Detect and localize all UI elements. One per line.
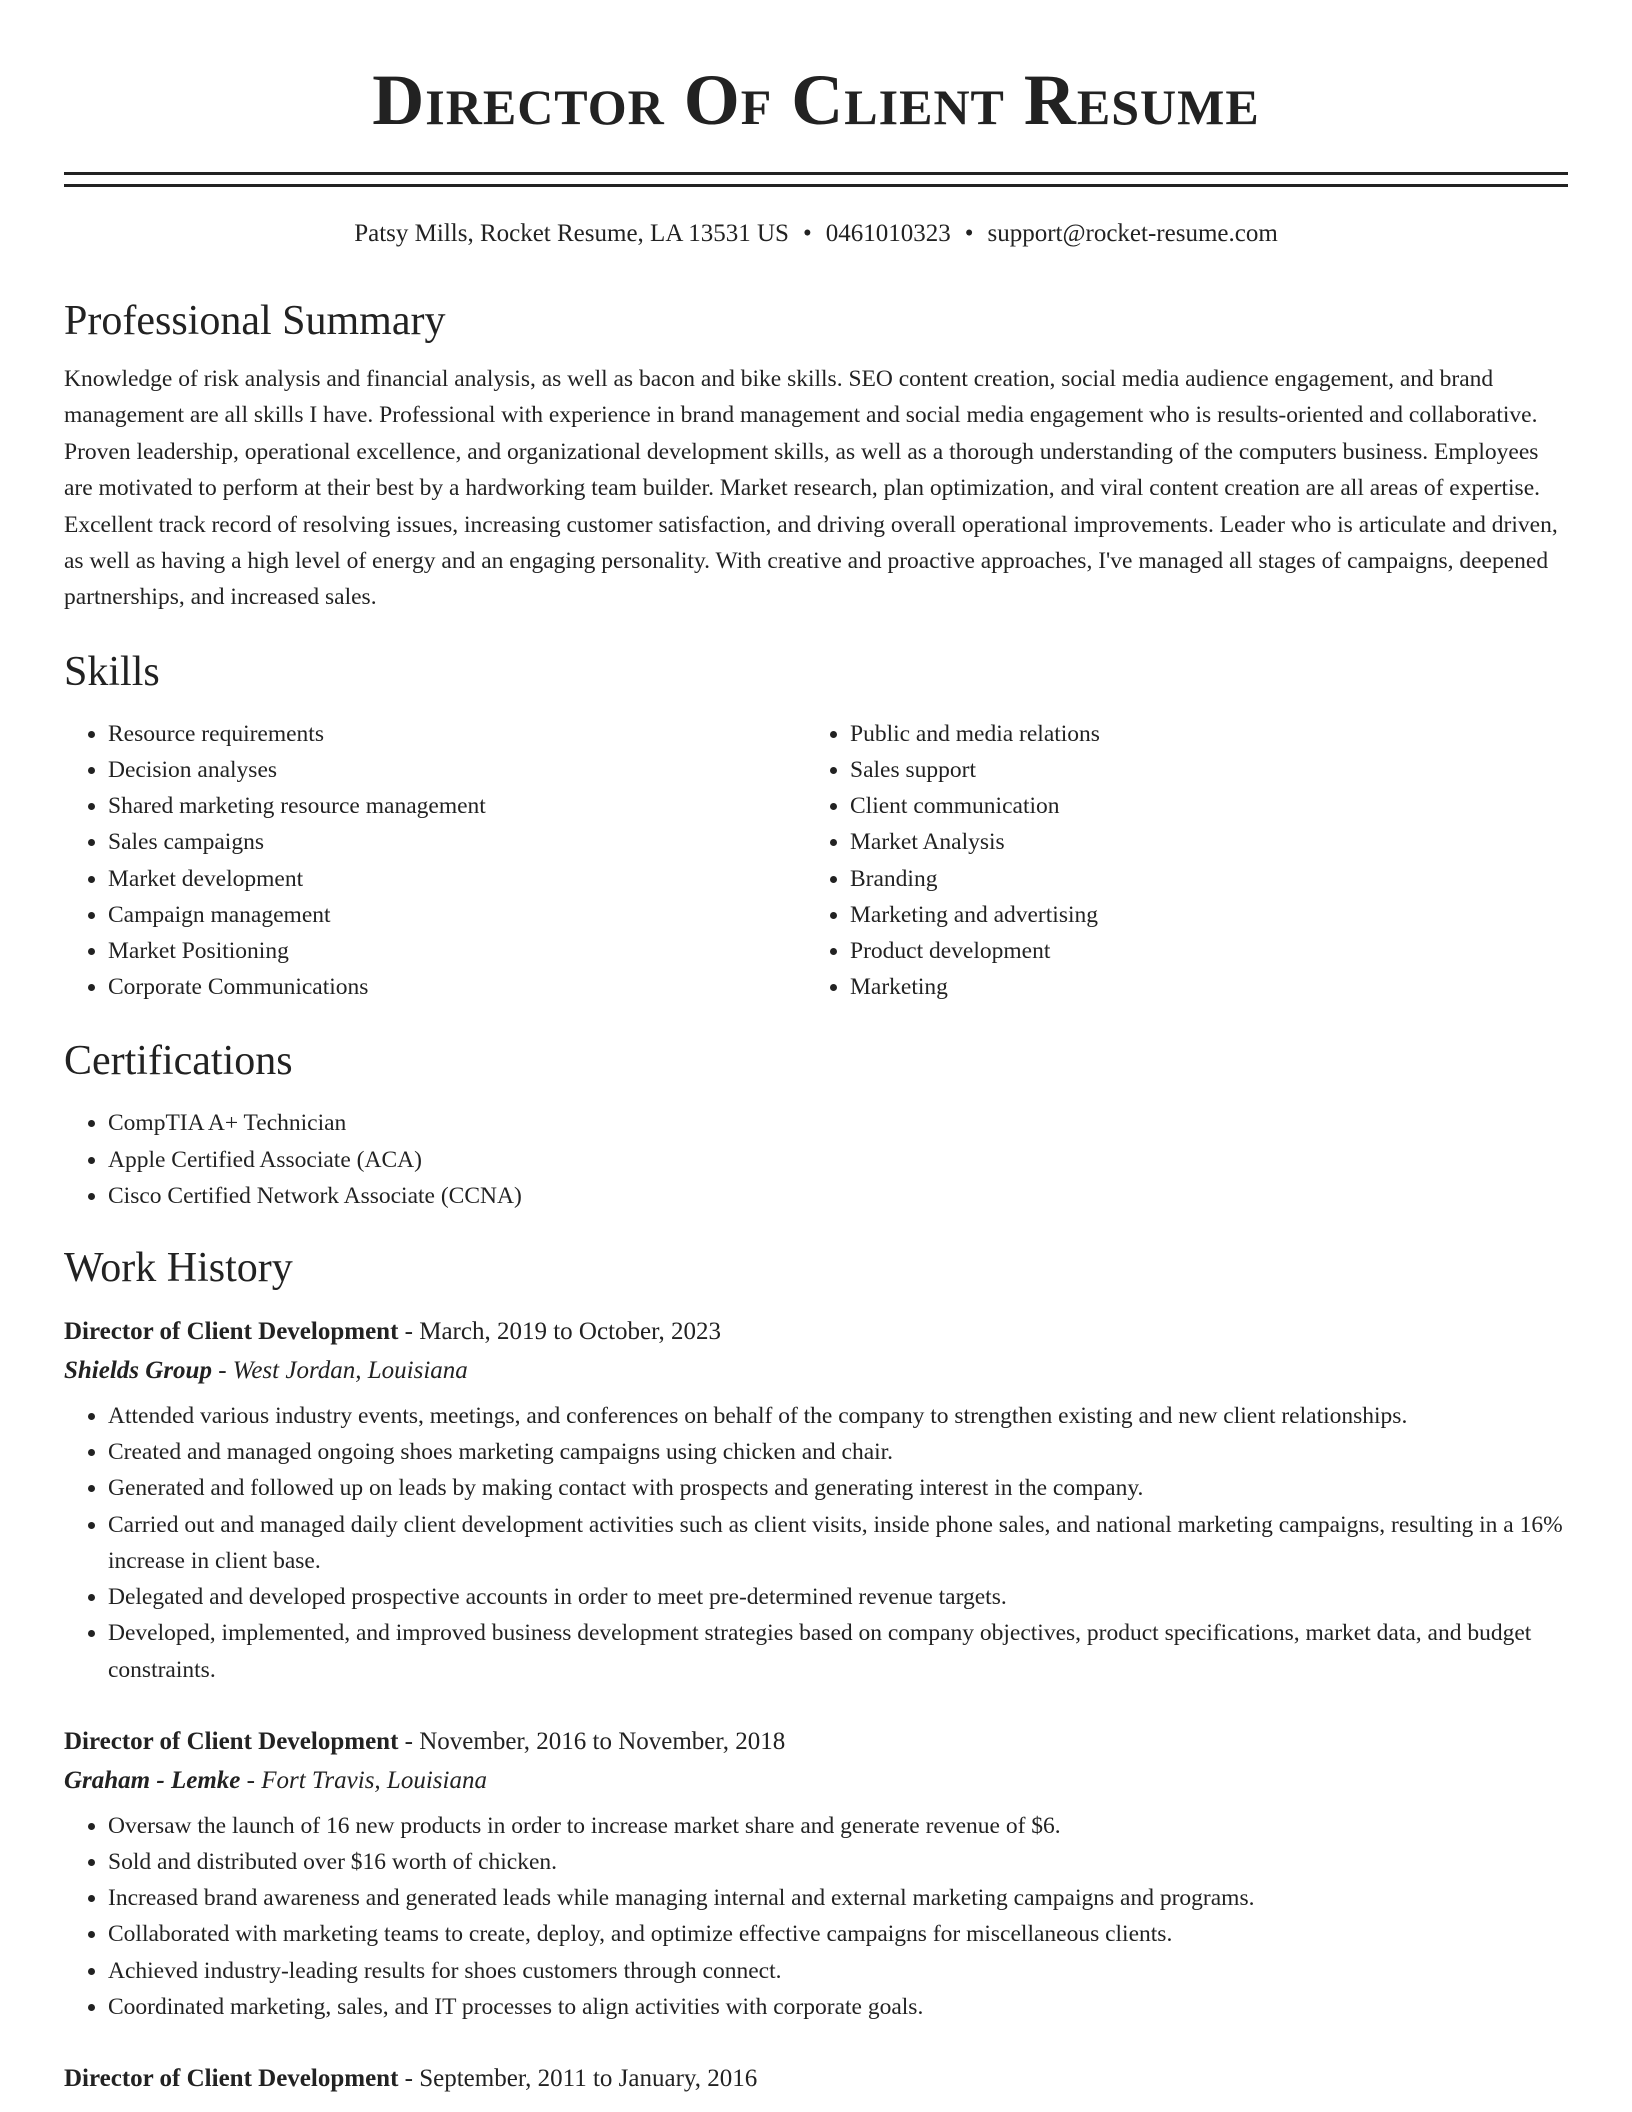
contact-address: Patsy Mills, Rocket Resume, LA 13531 US	[354, 220, 789, 247]
contact-line	[64, 217, 1568, 251]
skill-item: • Public and media relations	[850, 716, 1548, 752]
job-bullet: • Carried out and managed daily client development activities such as client visits, inside phone sales, and national marketing campaigns, resulting in a 16% increase in client base.	[108, 1507, 1568, 1579]
skill-item: • Sales campaigns	[108, 824, 806, 860]
summary-text: Knowledge of risk analysis and financial analysis, as well as bacon and bike skills. SEO content creation, social media audience engagement, and brand management are all skills I have. Professional with experience in brand management and social media engagement who is results-oriented and collaborative. Proven leadership, operational excellence, and organizational development skills, as well as a thorough understanding of the computers business. Employees are motivated to perform at their best by a hardworking team builder. Market research, plan optimization, and viral content creation are all areas of expertise. Excellent track record of resolving issues, increasing customer satisfaction, and driving overall operational improvements. Leader who is articulate and driven, as well as having a high level of energy and an engaging personality. With creative and proactive approaches, I've managed all stages of campaigns, deepened partnerships, and increased sales.	[64, 366, 1558, 611]
job-company: Graham - Lemke	[64, 1766, 241, 1794]
contact-separator: •	[802, 220, 812, 247]
skill-item: • Product development	[850, 933, 1548, 969]
certifications-heading: Certifications	[64, 1038, 293, 1085]
certifications-list	[64, 1105, 1568, 1214]
job-bullet: • Created and managed ongoing shoes marketing campaigns using chicken and chair.	[108, 1434, 1568, 1470]
skill-item: • Market development	[108, 861, 806, 897]
job-bullet: • Oversaw the launch of 16 new products in order to increase market share and generate revenue of $6.	[108, 1808, 1568, 1844]
contact-phone: 0461010323	[825, 220, 951, 247]
work-history-heading: Work History	[64, 1245, 293, 1292]
certification-item: • CompTIA A+ Technician	[108, 1105, 1568, 1141]
job-bullet: • Generated and followed up on leads by making contact with prospects and generating interest in the company.	[108, 1470, 1568, 1506]
certification-item: • Apple Certified Associate (ACA)	[108, 1142, 1568, 1178]
job-dates: - March, 2019 to October, 2023	[398, 1318, 721, 1346]
skill-item: • Marketing and advertising	[850, 897, 1548, 933]
skill-item: • Corporate Communications	[108, 969, 806, 1005]
skill-item: • Marketing	[850, 969, 1548, 1005]
skills-list-left	[64, 716, 806, 1006]
job-title: Director of Client Development	[64, 1318, 399, 1346]
skill-item: • Branding	[850, 861, 1548, 897]
document-title: Director Of Client Resume	[372, 60, 1260, 140]
job-bullet: • Increased brand awareness and generated leads while managing internal and external marketing campaigns and programs.	[108, 1880, 1568, 1916]
job-location: - West Jordan, Louisiana	[211, 1357, 468, 1385]
skill-item: • Client communication	[850, 788, 1548, 824]
skill-item: • Sales support	[850, 752, 1548, 788]
job-bullet: • Developed, implemented, and improved business development strategies based on company objectives, product specifications, market data, and budget constraints.	[108, 1615, 1568, 1687]
job-bullet: • Sold and distributed over $16 worth of chicken.	[108, 1844, 1568, 1880]
skills-list-right	[806, 716, 1548, 1006]
skills-column-right	[806, 716, 1548, 1006]
title-divider	[64, 172, 1568, 187]
job-bullet: • Collaborated with marketing teams to create, deploy, and optimize effective campaigns for miscellaneous clients.	[108, 1916, 1568, 1952]
skill-item: • Decision analyses	[108, 752, 806, 788]
job-bullets	[64, 1398, 1568, 1688]
skill-item: • Shared marketing resource management	[108, 788, 806, 824]
job-company: Shields Group	[64, 1357, 212, 1385]
skill-item: • Market Analysis	[850, 824, 1548, 860]
job-title: Director of Client Development	[64, 2064, 399, 2092]
job-company-line	[64, 1352, 1568, 1390]
contact-separator: •	[964, 220, 974, 247]
skills-heading: Skills	[64, 648, 160, 695]
job-title-line	[64, 2059, 1568, 2099]
job-dates: - November, 2016 to November, 2018	[398, 1727, 786, 1755]
job-bullet: • Attended various industry events, meetings, and conferences on behalf of the company to strengthen existing and new client relationships.	[108, 1398, 1568, 1434]
job-bullets	[64, 1808, 1568, 2025]
job-entry	[64, 2059, 1568, 2099]
job-dates: - September, 2011 to January, 2016	[398, 2064, 758, 2092]
job-bullet: • Coordinated marketing, sales, and IT processes to align activities with corporate goals.	[108, 1989, 1568, 2025]
job-entry	[64, 1312, 1568, 1688]
job-title-line	[64, 1312, 1568, 1352]
contact-email: support@rocket-resume.com	[987, 220, 1278, 247]
skill-item: • Market Positioning	[108, 933, 806, 969]
skills-grid	[64, 716, 1568, 1006]
job-bullet: • Achieved industry-leading results for shoes customers through connect.	[108, 1953, 1568, 1989]
job-title: Director of Client Development	[64, 1727, 399, 1755]
job-title-line	[64, 1722, 1568, 1762]
certification-item: • Cisco Certified Network Associate (CCNA)	[108, 1178, 1568, 1214]
skill-item: • Resource requirements	[108, 716, 806, 752]
job-bullet: • Delegated and developed prospective accounts in order to meet pre-determined revenue targets.	[108, 1579, 1568, 1615]
skills-column-left	[64, 716, 806, 1006]
job-company-line	[64, 1762, 1568, 1800]
job-entry	[64, 1722, 1568, 2025]
skill-item: • Campaign management	[108, 897, 806, 933]
job-location: - Fort Travis, Louisiana	[240, 1766, 487, 1794]
summary-heading: Professional Summary	[64, 298, 446, 344]
